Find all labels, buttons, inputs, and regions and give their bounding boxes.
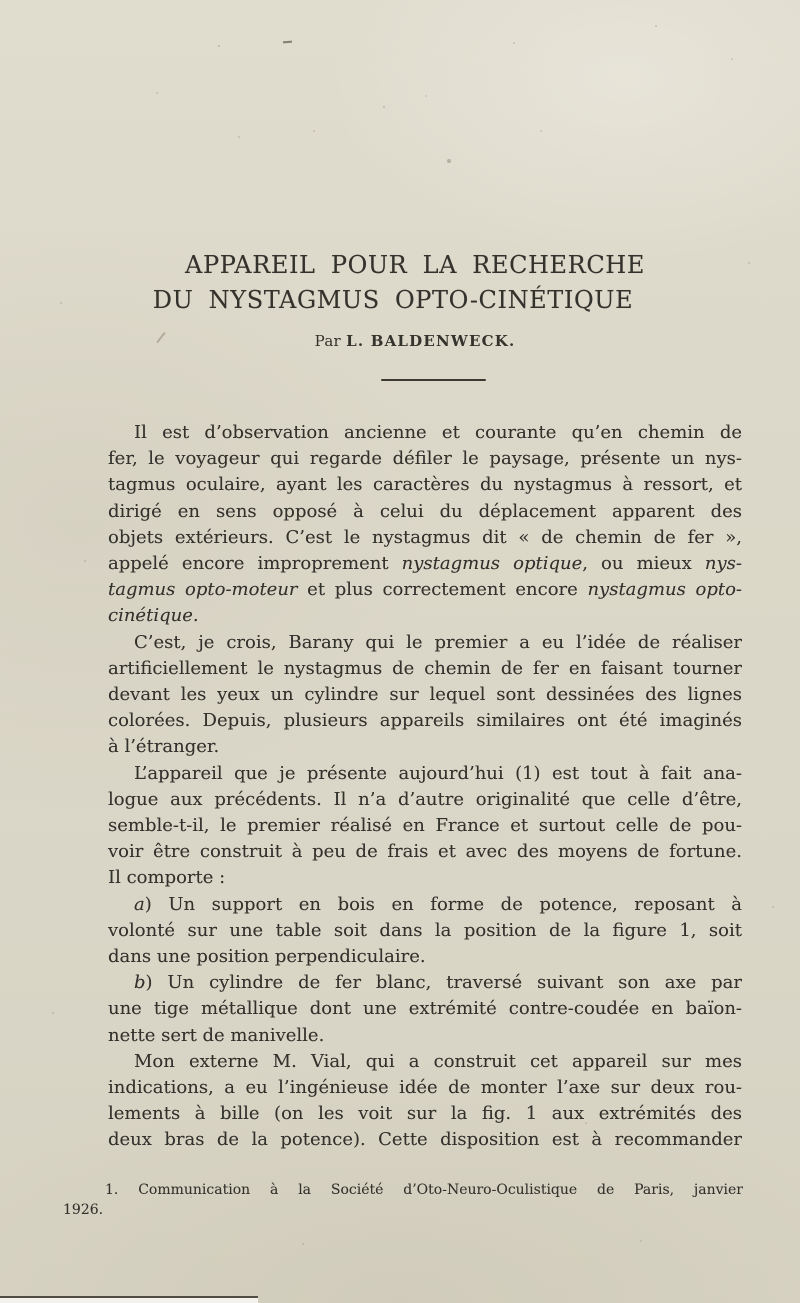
text-line: deux bras de la potence). Cette disposition est à recommander (108, 1129, 742, 1151)
text-line: L’appareil que je présente aujourd’hui (1) est tout à fait ana- (134, 762, 742, 784)
document-header (30, 248, 800, 350)
text-line: une tige métallique dont une extrémité contre-coudée en baïon- (108, 998, 742, 1020)
ink-dash-artifact (283, 41, 292, 44)
text-line: appelé encore improprement nystagmus optique, ou mieux nys- (108, 553, 742, 575)
paper-speckles (0, 0, 2, 2)
text-line: colorées. Depuis, plusieurs appareils similaires ont été imaginés (108, 710, 742, 732)
text-line: tagmus opto-moteur et plus correctement encore nystagmus opto- (108, 579, 742, 601)
title-line-1: APPAREIL POUR LA RECHERCHE (185, 251, 645, 279)
paragraph (108, 761, 742, 892)
byline-prefix: Par (314, 332, 347, 350)
text-line: logue aux précédents. Il n’a d’autre originalité que celle d’être, (108, 788, 742, 810)
text-line: C’est, je crois, Barany qui le premier a eu l’idée de réaliser (134, 631, 742, 653)
text-line: nette sert de manivelle. (108, 1024, 325, 1046)
text-line: cinétique. (108, 605, 199, 627)
text-line: a) Un support en bois en forme de potence, reposant à (134, 893, 742, 915)
text-line: Il est d’observation ancienne et courante qu’en chemin de (134, 422, 742, 443)
text-line: Mon externe M. Vial, qui a construit cet appareil sur mes (134, 1050, 742, 1072)
paragraph (108, 892, 742, 971)
text-line: 1. Communication à la Société d’Oto-Neuro-Oculistique de Paris, janvier (105, 1182, 743, 1198)
page-title (30, 248, 800, 318)
text-line: dirigé en sens opposé à celui du déplacement apparent des (108, 500, 742, 522)
text-line: artificiellement le nystagmus de chemin de fer en faisant tourner (108, 657, 742, 679)
article-body (108, 420, 742, 1154)
paragraph (108, 420, 742, 630)
text-line: lements à bille (on les voit sur la fig. 1 aux extrémités des (108, 1103, 742, 1125)
text-line: b) Un cylindre de fer blanc, traversé suivant son axe par (134, 972, 742, 994)
text-line: devant les yeux un cylindre sur lequel sont dessinées des lignes (108, 684, 742, 706)
section-divider (381, 379, 486, 381)
text-line: 1926. (63, 1202, 104, 1218)
text-line: volonté sur une table soit dans la position de la figure 1, soit (108, 919, 742, 941)
title-line-2: DU NYSTAGMUS OPTO-CINÉTIQUE (152, 286, 634, 314)
paragraph (108, 1049, 742, 1154)
text-line: indications, a eu l’ingénieuse idée de monter l’axe sur deux rou- (108, 1077, 742, 1099)
text-line: tagmus oculaire, ayant les caractères du nystagmus à ressort, et (108, 474, 742, 496)
text-line: Il comporte : (108, 867, 226, 889)
byline (30, 332, 800, 350)
text-line: objets extérieurs. C’est le nystagmus dit « de chemin de fer », (108, 526, 742, 548)
scan-edge-artifact (0, 1296, 258, 1303)
text-line: semble-t-il, le premier réalisé en France et surtout celle de pou- (108, 815, 742, 837)
footnote (63, 1180, 743, 1220)
text-line: dans une position perpendiculaire. (108, 946, 426, 968)
byline-author: L. BALDENWECK. (346, 332, 516, 350)
text-line: à l’étranger. (108, 736, 220, 758)
paragraph (108, 630, 742, 761)
paragraph (108, 970, 742, 1049)
text-line: fer, le voyageur qui regarde défiler le paysage, présente un nys- (108, 448, 742, 470)
text-line: voir être construit à peu de frais et avec des moyens de fortune. (108, 841, 742, 863)
